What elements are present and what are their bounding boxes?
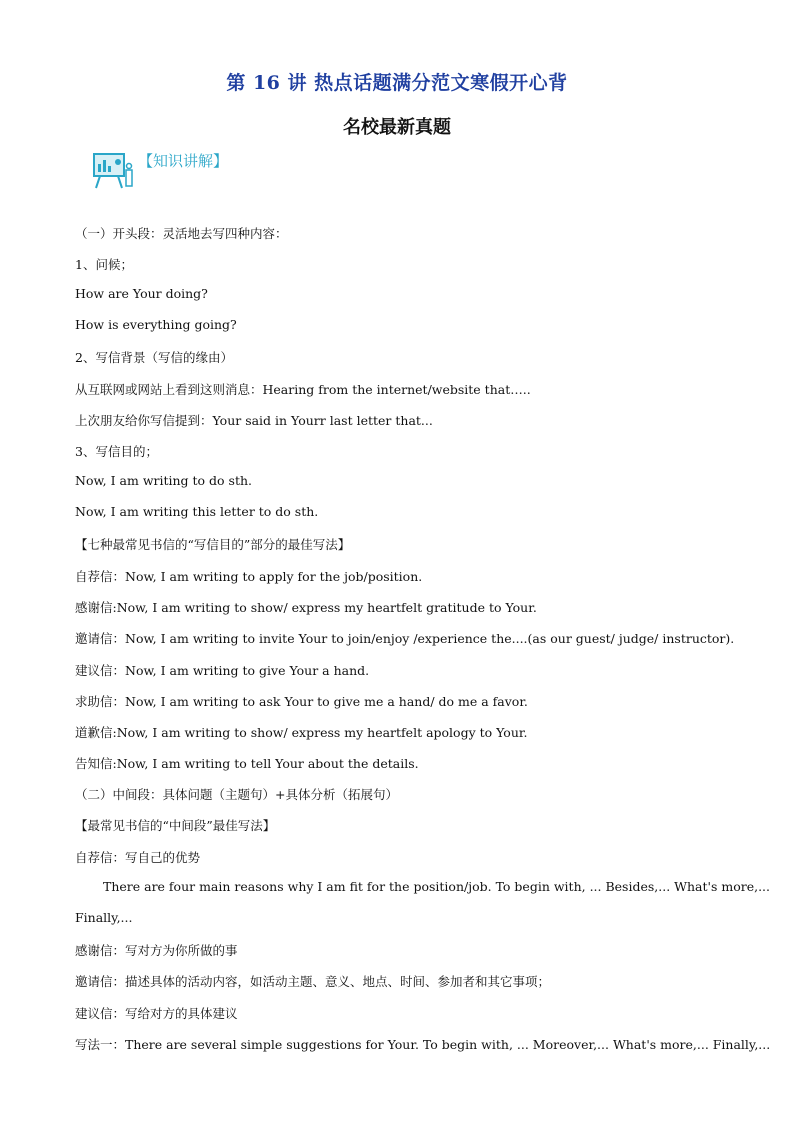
text-line: 告知信:Now, I am writing to tell Your about the details. xyxy=(75,756,419,771)
text-line: 感谢信:Now, I am writing to show/ express my heartfelt gratitude to Your. xyxy=(75,600,537,615)
text-line: （二）中间段：具体问题（主题句）+具体分析（拓展句） xyxy=(75,787,398,802)
text-line: There are four main reasons why I am fit for the position/job. To begin with, ... Besides,... What's more,... xyxy=(103,879,770,894)
text-line: Now, I am writing this letter to do sth. xyxy=(75,504,319,519)
presentation-board-icon xyxy=(90,150,134,192)
text-line: 写法一：There are several simple suggestions for Your. To begin with, ... Moreover,... What's more,... Finally,... xyxy=(75,1037,771,1052)
text-line: 从互联网或网站上看到这则消息：Hearing from the internet/website that….. xyxy=(75,382,531,397)
document-title: 第 16 讲 热点话题满分范文寒假开心背 xyxy=(226,72,568,94)
text-line: 建议信：Now, I am writing to give Your a hand. xyxy=(75,663,370,678)
text-line: 【最常见书信的“中间段”最佳写法】 xyxy=(75,818,276,833)
text-line: 自荐信：Now, I am writing to apply for the job/position. xyxy=(75,569,423,584)
text-line: 邀请信：Now, I am writing to invite Your to join/enjoy /experience the....(as our guest/ judge/ instructor). xyxy=(75,631,735,646)
text-line: 求助信：Now, I am writing to ask Your to give me a hand/ do me a favor. xyxy=(75,694,528,709)
text-line: 【七种最常见书信的“写信目的”部分的最佳写法】 xyxy=(75,537,351,552)
document-subtitle: 名校最新真题 xyxy=(343,117,451,138)
text-line: 自荐信：写自己的优势 xyxy=(75,850,201,865)
text-line: 感谢信：写对方为你所做的事 xyxy=(75,943,238,958)
text-line: 上次朋友给你写信提到：Your said in Yourr last letter that... xyxy=(75,413,433,428)
text-line: How is everything going? xyxy=(75,317,237,332)
text-line: （一）开头段：灵活地去写四种内容： xyxy=(75,226,288,241)
text-line: 1、问候； xyxy=(75,257,133,272)
text-line: Finally,... xyxy=(75,910,133,925)
knowledge-explanation-label: 【知识讲解】 xyxy=(138,152,229,170)
text-line: 3、写信目的； xyxy=(75,444,158,459)
text-line: 邀请信：描述具体的活动内容，如活动主题、意义、地点、时间、参加者和其它事项； xyxy=(75,974,551,989)
text-line: 建议信：写给对方的具体建议 xyxy=(75,1006,238,1021)
text-line: Now, I am writing to do sth. xyxy=(75,473,253,488)
text-line: How are Your doing? xyxy=(75,286,208,301)
text-line: 道歉信:Now, I am writing to show/ express my heartfelt apology to Your. xyxy=(75,725,528,740)
text-line: 2、写信背景（写信的缘由） xyxy=(75,350,233,365)
